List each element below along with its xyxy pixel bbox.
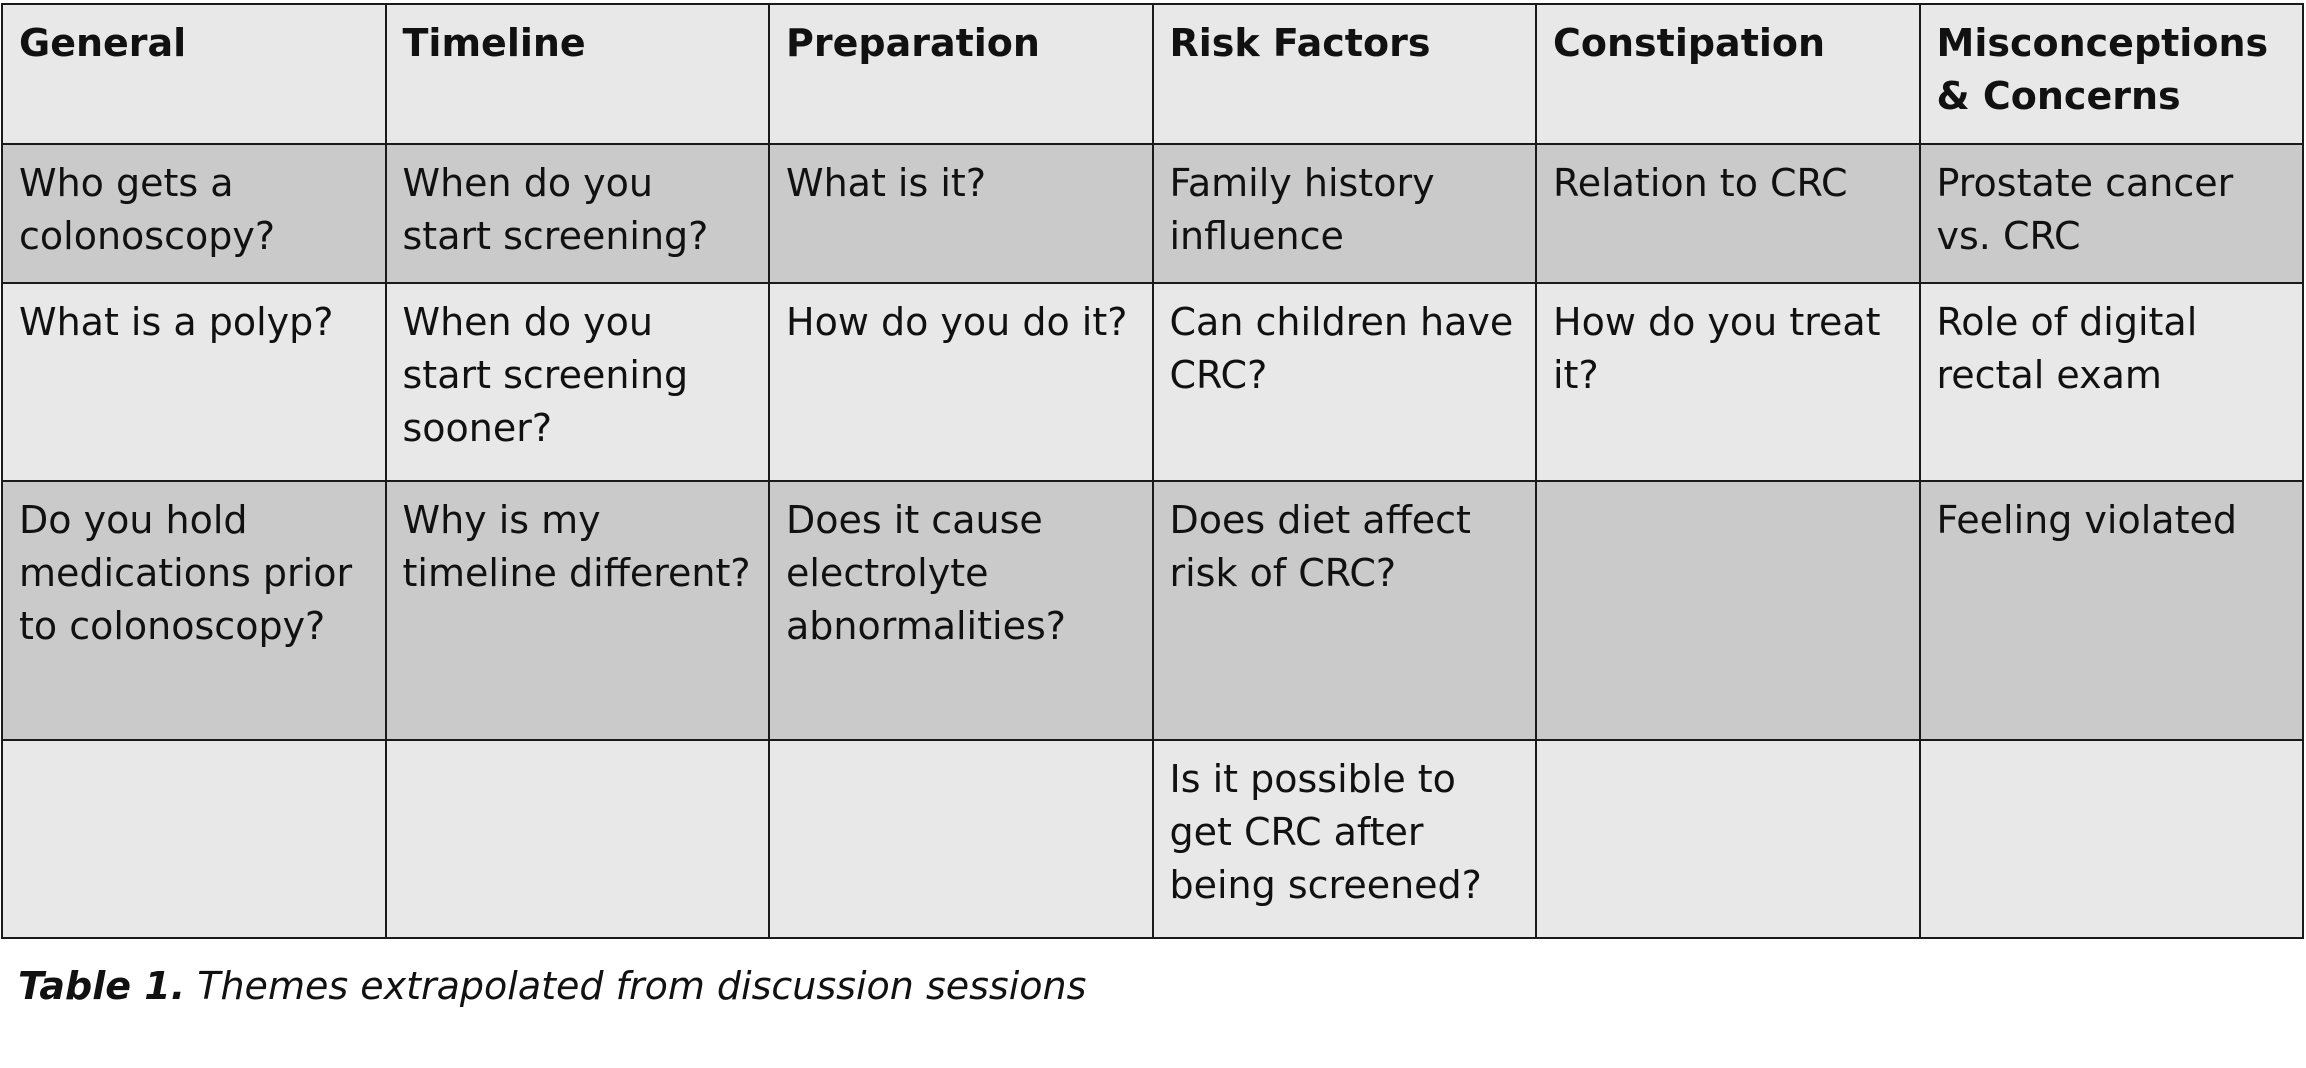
table-header-row xyxy=(2,4,2303,144)
table-cell: What is a polyp? xyxy=(2,283,386,481)
themes-table xyxy=(1,3,2304,939)
table-row xyxy=(2,283,2303,481)
header-timeline: Timeline xyxy=(386,4,770,144)
header-preparation: Preparation xyxy=(769,4,1153,144)
table-cell: Feeling violated xyxy=(1920,481,2304,740)
table-cell: Can children have CRC? xyxy=(1153,283,1537,481)
table-cell: Who gets a colonoscopy? xyxy=(2,144,386,283)
table-cell xyxy=(1536,481,1920,740)
table-cell: When do you start screening? xyxy=(386,144,770,283)
table-cell: How do you do it? xyxy=(769,283,1153,481)
table-cell: What is it? xyxy=(769,144,1153,283)
table-cell: Does it cause electrolyte abnormalities? xyxy=(769,481,1153,740)
table-cell: Does diet affect risk of CRC? xyxy=(1153,481,1537,740)
table-caption xyxy=(18,962,1086,1010)
table-cell: Prostate cancer vs. CRC xyxy=(1920,144,2304,283)
header-misconceptions-concerns: Misconceptions & Concerns xyxy=(1920,4,2304,144)
table-cell xyxy=(2,740,386,938)
table-cell xyxy=(1920,740,2304,938)
table-cell: Is it possible to get CRC after being screened? xyxy=(1153,740,1537,938)
table-row xyxy=(2,144,2303,283)
themes-table-container xyxy=(1,3,2302,939)
table-row xyxy=(2,481,2303,740)
header-constipation: Constipation xyxy=(1536,4,1920,144)
table-cell: Relation to CRC xyxy=(1536,144,1920,283)
table-cell: Why is my timeline different? xyxy=(386,481,770,740)
header-general: General xyxy=(2,4,386,144)
table-cell xyxy=(769,740,1153,938)
table-cell: When do you start screening sooner? xyxy=(386,283,770,481)
table-row xyxy=(2,740,2303,938)
table-cell: Do you hold medications prior to colonoscopy? xyxy=(2,481,386,740)
table-caption-text: Themes extrapolated from discussion sessions xyxy=(197,964,1087,1008)
table-cell: Role of digital rectal exam xyxy=(1920,283,2304,481)
table-cell xyxy=(1536,740,1920,938)
table-cell: How do you treat it? xyxy=(1536,283,1920,481)
table-caption-label: Table 1. xyxy=(18,964,186,1008)
header-risk-factors: Risk Factors xyxy=(1153,4,1537,144)
table-cell: Family history influence xyxy=(1153,144,1537,283)
table-cell xyxy=(386,740,770,938)
